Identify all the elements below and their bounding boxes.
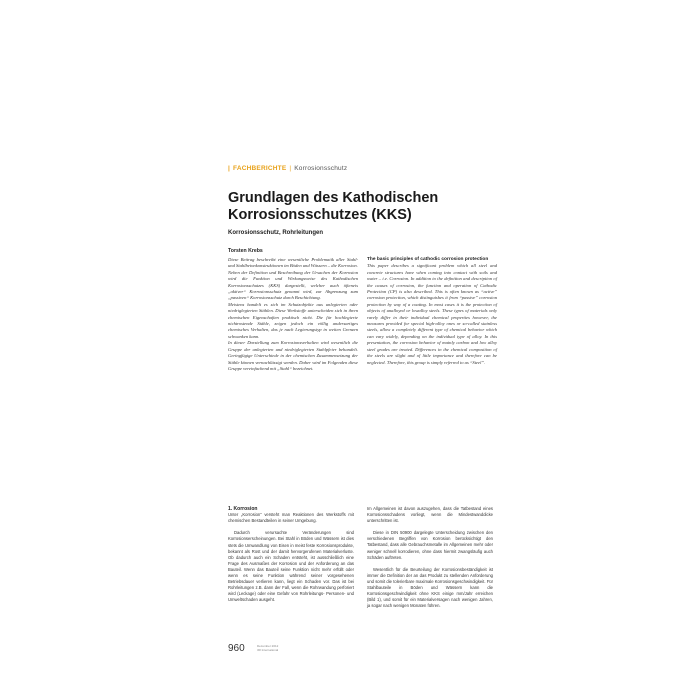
separator-bar: | <box>289 165 292 172</box>
subsection-label: Korrosionsschutz <box>294 165 348 172</box>
footer-meta <box>257 644 278 652</box>
body-paragraph: Im Allgemeinen ist davon auszugehen, dass die Tatbestand eines Korrosionsschadens vorliegt, wenn die Mindestwanddicke unterschritten ist. <box>367 506 493 524</box>
abstract-de-paragraph: Diese Beitrag beschreibt eine wesentliche Problematik aller Stahl- und Stahlbetonkonstruktionen im Böden und Wässern – die Korrosion. <box>228 257 358 269</box>
section-header <box>228 165 347 172</box>
abstract-english <box>367 257 497 366</box>
section-label: FACHBERICHTE <box>233 165 287 172</box>
body-column-right <box>367 506 493 615</box>
body-paragraph: Diese in DIN 50900 dargelegte Unterscheidung zwischen den verschiedenen Begriffen von Korrosion berücksichtigt den Tatbestand, dass alle Gebrauchsmetalle im Allgemeinen mehr oder weniger schnell korrodieren, ohne dass hiermit zwangsläufig auch Schäden auftreten. <box>367 530 493 560</box>
section-heading: 1. Korrosion <box>228 506 258 512</box>
article-title: Grundlagen des Kathodischen Korrosionsschutzes (KKS) <box>228 190 439 223</box>
abstract-de-paragraph: In dieser Darstellung zum Korrosionsverhalten wird wesentlich die Gruppe der unlegierten und niedriglegierten Stahlpfeier behandelt. Geringfügige Unterschiede in der chemischen Zusammensetzung der Stähle können vernachlässigt werden. Daher wird im Folgenden diese Gruppe vereinfachend mit „Stahl“ bezeichnet. <box>228 340 358 371</box>
abstract-de-paragraph: Neben der Definition und Beschreibung der Ursachen der Korrosion wird die Funktion und Wirkungsweise des Kathodischen Korrosionsschutzes (KKS) dargestellt, welcher auch öfteneis „aktiver“ Korrosionsschutz genannt wird, zur Abgrenzung zum „passiven“ Korrosionsschutz durch Beschichtung. <box>228 269 358 301</box>
accent-bar: | <box>228 165 231 172</box>
body-column-left <box>228 506 354 610</box>
body-paragraph: Unter „Korrosion“ versteht man Reaktionen des Werkstoffs mit chemischen Bestandteilen in seiner Umgebung. <box>228 512 354 524</box>
footer-date: Dezember 2012 <box>257 644 279 648</box>
body-paragraph: Dadurch verursachte Veränderungen sind Korrosionserscheinungen. Bei Stahl in Böden und Wässern ist dies stets die Umwandlung von Eisen in meist feste Korrosionsprodukte, bekannt als Rost und der damit hervorgerufenen Materialverluste. Ob dadurch auch ein Schaden entsteht, ist ausschließlich eine Frage des Ausmaßes der Korrosion und der Anforderung an das Bauteil. Wenn das Bauteil seine Funktion nicht mehr erfüllt oder wenn es seine Funktion während seiner vorgesehenen Betriebsdauer verlieren kann, liegt ein Schaden vor. Das ist bei Rohrleitungen z.B. dann der Fall, wenn die Rohrwandung perforiert wird (Leckage) oder eine Gefahr von Rohrleitungs- Personen- und Umweltschaden ausgeht. <box>228 530 354 603</box>
abstract-de-paragraph: Meistens handelt es sich im Schutzobjekte aus unlegierten oder niedriglegierten Stählen. Diese Werkstoffe unterscheiden sich in ihren chemischen Eigenschaften praktisch nicht. Die für hochlegierte nichtrostende Stähle, zeigen jedoch ein völlig andersartiges chemisches Verhalten, das je nach Legierungstyp in weiten Grenzen schwanken kann. <box>228 301 358 339</box>
footer-journal: 3R International <box>257 648 279 652</box>
abstract-german <box>228 257 358 372</box>
abstract-en-heading: The basic principles of cathodic corrosion protection <box>367 257 489 262</box>
author-name: Torsten Krebs <box>228 248 263 254</box>
page-number: 960 <box>228 643 245 654</box>
keywords: Korrosionsschutz, Rohrleitungen <box>228 230 324 236</box>
abstract-en-text: This paper describes a significant problem which all steel and concrete structures have when coming into contact with soils and water – i.e. Corrosion. In addition to the definition and description of the causes of corrosion, the function and operation of Cathodic Protection (CP) is also described. This is often known as “active” corrosion protection, which distinguishes it from “passive” corrosion protection by way of a coating. In most cases it is the protection of objects of unalloyed or lowalloy steels. These types of materials only rarely differ in their individual chemical properties however, the measures provided for special high-alloy ones or so-called stainless steels, allow a completely different type of chemical behavior which can vary widely, depending on the individual type of alloy. In this presentation, the corrosion behavior of mainly carbon and low alloy steel grades are treated. Differences in the chemical composition of the steels are slight and of little importance and therefore can be neglected. Therefore, this group is simply referred to as “Steel”. <box>367 263 497 365</box>
body-paragraph: Wesentlich für die Beurteilung der Korrosionsbeständigkeit ist immer die Definition der an das Produkt zu stellenden Anforderung und somit die tolerierbare maximale Korrosionsgeschwindigkeit. Für Stahlbauteile in Böden und Wässern kann die Korrosionsgeschwindigkeit ohne KKS einige mm/Jahr erreichen (Bild 1), und somit für ein Materialversagen nach wenigen Jahren, ja sogar nach wenigen Monaten führen. <box>367 566 493 609</box>
